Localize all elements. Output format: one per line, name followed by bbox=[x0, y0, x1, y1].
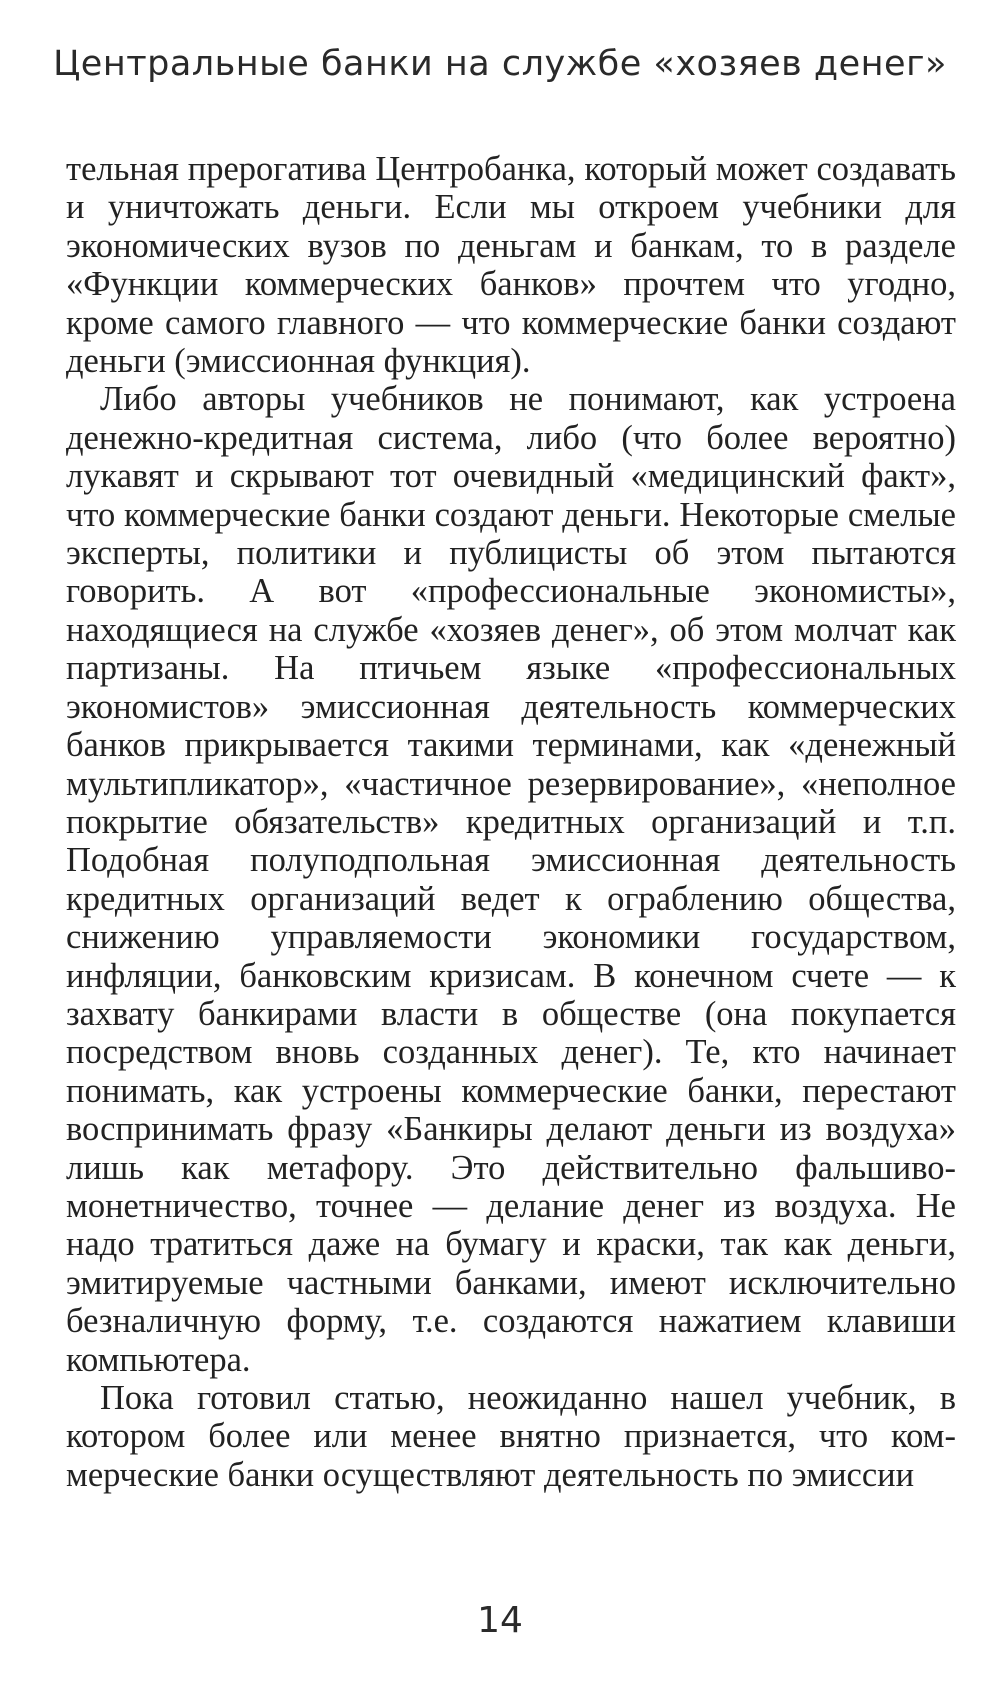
running-head: Центральные банки на службе «хозяев денег» bbox=[53, 44, 947, 84]
page-number: 14 bbox=[477, 1600, 523, 1641]
paragraph: Пока готовил статью, неожиданно нашел учебник, в котором более или менее внятно признается, что коммерческие банки осуществляют деятельность по эмиссии bbox=[66, 1379, 956, 1494]
paragraph-continuation: тельная прерогатива Центробанка, который может создавать и уничтожать деньги. Если мы откроем учебники для экономических вузов по деньгам и банкам, то в разделе «Функции коммерческих банков» прочтем что угодно, кроме самого главного — что коммерческие банки создают деньги (эмиссионная функция). bbox=[66, 150, 956, 381]
paragraph: Либо авторы учебников не понимают, как устроена денежно-кредитная система, либо (что более вероятно) лукавят и скрывают тот очевидный «медицинский факт», что коммерческие банки создают деньги. Некоторые смелые эксперты, политики и публицисты об этом пытаются говорить. А вот «профессиональные экономисты», находящиеся на службе «хозяев денег», об этом молчат как партизаны. На птичьем языке «профессиональных экономистов» эмиссионная деятельность коммерческих банков прикрывается такими терминами, как «денежный мультипликатор», «частичное резервирование», «неполное покрытие обязательств» кредитных организаций и т.п. Подобная полуподпольная эмиссионная деятельность кредитных организаций ведет к ограблению общества, снижению управляемости экономики государством, инфляции, банковским кризисам. В конечном счете — к захвату банкирами власти в обществе (она покупается посредством вновь созданных денег). Те, кто начинает понимать, как устроены коммерческие банки, перестают воспринимать фразу «Банкиры делают деньги из воздуха» лишь как метафору. Это действительно фальшивомонетничество, точнее — делание денег из воздуха. Не надо тратиться даже на бумагу и краски, так как деньги, эмитируемые частными банками, имеют исключительно безналичную форму, т.е. создаются нажатием клавиши компьютера. bbox=[66, 380, 956, 1379]
body-text bbox=[66, 150, 956, 1494]
